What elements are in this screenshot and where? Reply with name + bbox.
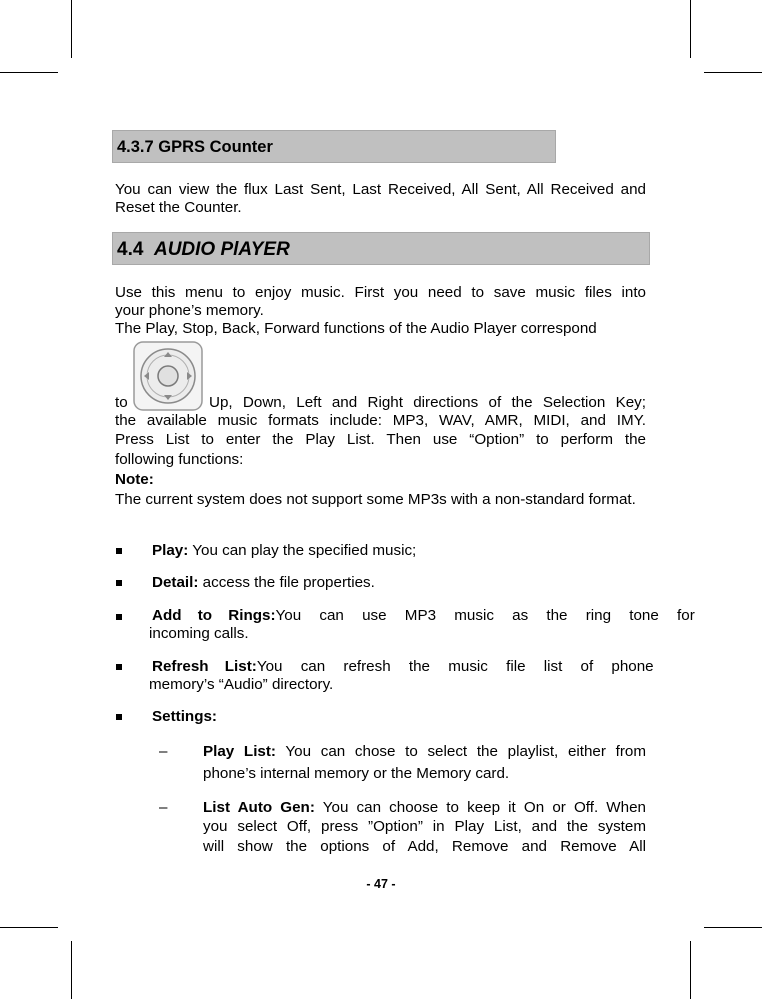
intro-line: Up, Down, Left and Right directions of the Selection Key;: [209, 394, 646, 411]
intro-line: your phone’s memory.: [115, 302, 264, 319]
section-number: 4.4: [117, 239, 144, 260]
crop-mark: [0, 927, 58, 928]
settings-label: List Auto Gen:: [203, 799, 315, 816]
bullet-text: You can refresh the music file list of phone: [256, 658, 654, 675]
bullet-marker: [116, 664, 122, 670]
section-title: [117, 239, 290, 261]
bullet-label: Refresh List:: [152, 658, 257, 675]
bullet-text: You can play the specified music;: [192, 542, 417, 559]
bullet-text-cont: memory’s “Audio” directory.: [149, 676, 334, 693]
section-title: 4.3.7 GPRS Counter: [117, 138, 273, 156]
bullet-marker: [116, 548, 122, 554]
intro-line: Press List to enter the Play List. Then use “Option” to perform the: [115, 431, 646, 448]
bullet-label: Add to Rings:: [152, 607, 276, 624]
settings-text: You can chose to select the playlist, either from: [285, 743, 646, 760]
settings-text: You can choose to keep it On or Off. When: [322, 799, 646, 816]
gprs-paragraph: You can view the flux Last Sent, Last Received, All Sent, All Received and Reset the Counter.: [115, 181, 646, 216]
selection-key-icon: [133, 341, 203, 411]
bullet-add-to-rings: [152, 607, 695, 625]
bullet-label: Settings:: [152, 708, 217, 725]
note-text: The current system does not support some MP3s with a non-standard format.: [115, 491, 636, 508]
section-name: AUDIO PlAYER: [153, 239, 290, 260]
section-heading-gprs-counter: [112, 130, 556, 163]
crop-mark: [690, 941, 691, 999]
bullet-detail: [152, 574, 646, 592]
crop-mark: [704, 927, 762, 928]
crop-mark: [71, 0, 72, 58]
settings-list-auto-gen: [203, 799, 646, 817]
dash-marker: –: [159, 743, 168, 760]
bullet-text: access the file properties.: [202, 574, 375, 591]
note-label: Note:: [115, 471, 154, 488]
settings-play-list: [203, 743, 646, 761]
intro-line: Use this menu to enjoy music. First you need to save music files into: [115, 284, 646, 301]
intro-line: following functions:: [115, 451, 244, 468]
section-heading-audio-player: [112, 232, 650, 265]
crop-mark: [71, 941, 72, 999]
settings-label: Play List:: [203, 743, 276, 760]
dash-marker: –: [159, 799, 168, 816]
bullet-label: Play:: [152, 542, 189, 559]
bullet-label: Detail:: [152, 574, 199, 591]
bullet-settings: [152, 708, 646, 726]
settings-text-cont: phone’s internal memory or the Memory card.: [203, 765, 510, 782]
crop-mark: [690, 0, 691, 58]
bullet-text: You can use MP3 music as the ring tone for: [275, 607, 695, 624]
settings-text-cont: you select Off, press ”Option” in Play List, and the system: [203, 818, 646, 835]
intro-line: The Play, Stop, Back, Forward functions of the Audio Player correspond: [115, 320, 597, 337]
bullet-play: [152, 542, 646, 560]
page-number: - 47 -: [366, 877, 396, 891]
settings-text-cont: will show the options of Add, Remove and Remove All: [203, 838, 646, 855]
intro-line: to: [115, 394, 128, 411]
bullet-text-cont: incoming calls.: [149, 625, 249, 642]
intro-line: the available music formats include: MP3, WAV, AMR, MIDI, and IMY.: [115, 412, 646, 429]
bullet-marker: [116, 580, 122, 586]
bullet-marker: [116, 714, 122, 720]
bullet-refresh-list: [152, 658, 654, 676]
crop-mark: [704, 72, 762, 73]
bullet-marker: [116, 614, 122, 620]
crop-mark: [0, 72, 58, 73]
